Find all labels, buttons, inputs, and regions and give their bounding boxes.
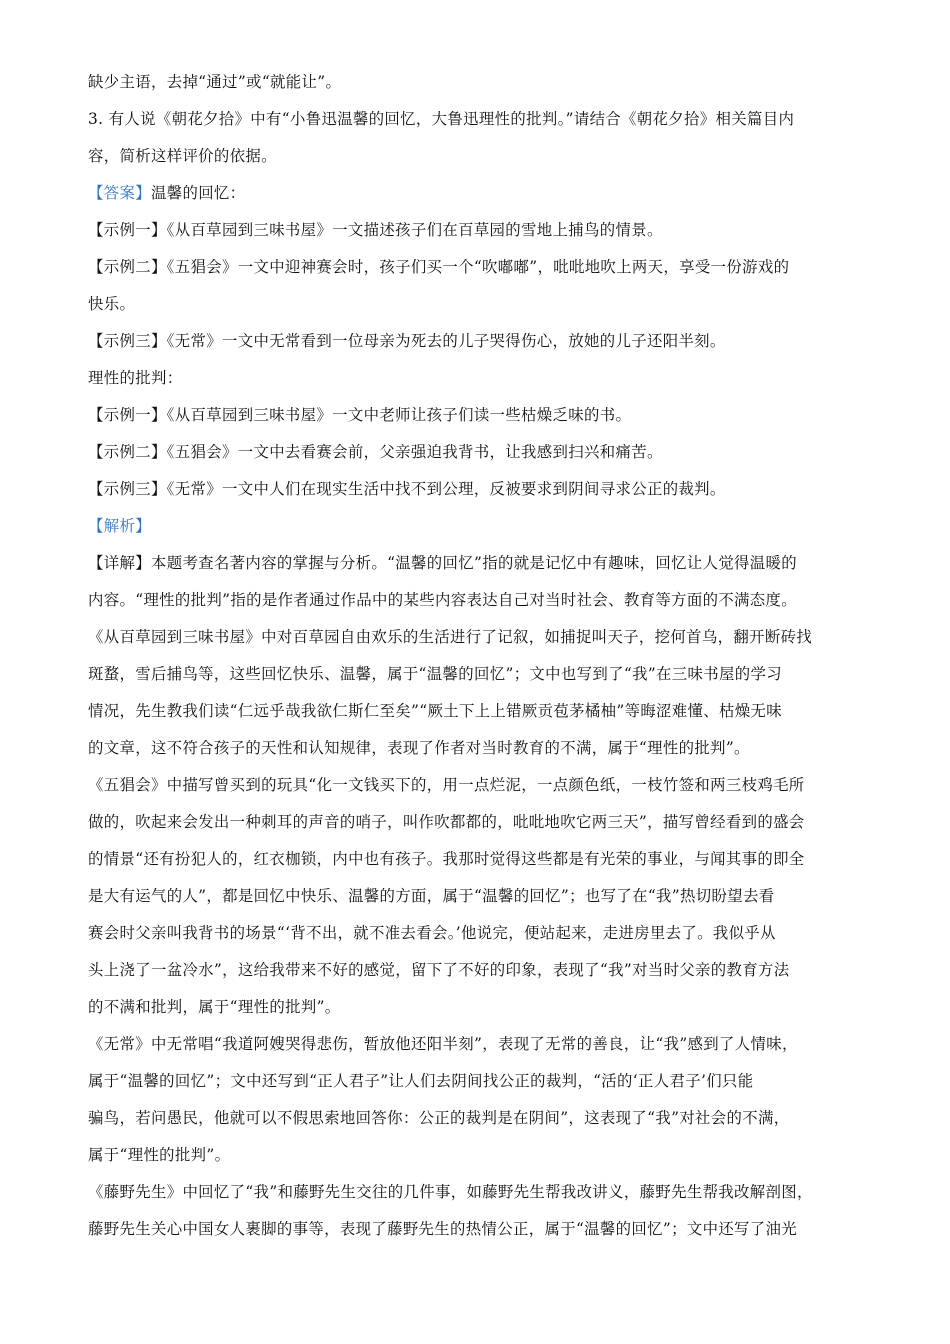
text-line: 【示例一】《从百草园到三味书屋》一文中老师让孩子们读一些枯燥乏味的书。 xyxy=(88,406,632,424)
text-line: 是大有运气的人”，都是回忆中快乐、温馨的方面，属于“温馨的回忆”；也写了在“我”热切盼望去看 xyxy=(88,887,775,905)
text-line: 的不满和批判，属于“理性的批判”。 xyxy=(88,998,341,1016)
text-line: 缺少主语，去掉“通过”或“就能让”。 xyxy=(88,73,342,91)
text-line: 情况，先生教我们读“仁远乎哉我欲仁斯仁至矣”“厥土下上上错厥贡苞茅橘柚”等晦涩难懂、枯燥无味 xyxy=(88,702,782,720)
text-line: 藤野先生关心中国女人裹脚的事等，表现了藤野先生的热情公正，属于“温馨的回忆”；文中还写了油光 xyxy=(88,1220,798,1238)
question-line: 3. 有人说《朝花夕拾》中有“小鲁迅温馨的回忆，大鲁迅理性的批判。”请结合《朝花夕拾》相关篇目内 xyxy=(88,110,795,128)
text-line: 【示例一】《从百草园到三味书屋》一文描述孩子们在百草园的雪地上捕鸟的情景。 xyxy=(88,221,663,239)
text-line: 【详解】本题考查名著内容的掌握与分析。“温馨的回忆”指的就是记忆中有趣味，回忆让人觉得温暖的 xyxy=(88,554,798,572)
text-line: 《从百草园到三味书屋》中对百草园自由欢乐的生活进行了记叙，如捕捉叫天子，挖何首乌，翻开断砖找 xyxy=(88,628,813,646)
text-line: 做的，吹起来会发出一种刺耳的声音的哨子，叫作吹都都的，吡吡地吹它两三天”，描写曾经看到的盛会 xyxy=(88,813,805,831)
text-line: 内容。“理性的批判”指的是作者通过作品中的某些内容表达自己对当时社会、教育等方面的不满态度。 xyxy=(88,591,798,609)
text-line: 《无常》中无常唱“我道阿嫂哭得悲伤，暂放他还阳半刻”，表现了无常的善良，让“我”感到了人情味， xyxy=(88,1035,798,1053)
text-line: 快乐。 xyxy=(88,295,136,313)
text-line: 的文章，这不符合孩子的天性和认知规律，表现了作者对当时教育的不满，属于“理性的批判”。 xyxy=(88,739,750,757)
text-line: 赛会时父亲叫我背书的场景“‘背不出，就不准去看会。’他说完，便站起来，走进房里去了。我似乎从 xyxy=(88,924,776,942)
text-line: 骗鸟，若问愚民，他就可以不假思索地回答你：公正的裁判是在阴间”，这表现了“我”对社会的不满， xyxy=(88,1109,790,1127)
text-line: 《五猖会》中描写曾买到的玩具“化一文钱买下的，用一点烂泥，一点颜色纸，一枝竹签和两三枝鸡毛所 xyxy=(88,776,805,794)
text-line: 头上浇了一盆冷水”，这给我带来不好的感觉，留下了不好的印象，表现了“我”对当时父亲的教育方法 xyxy=(88,961,790,979)
text-line: 《藤野先生》中回忆了“我”和藤野先生交往的几件事，如藤野先生帮我改讲义，藤野先生帮我改解剖图， xyxy=(88,1183,813,1201)
text-line: 属于“温馨的回忆”；文中还写到“正人君子”让人们去阴间找公正的裁判，“活的‘正人君子’们只能 xyxy=(88,1072,754,1090)
text-line: 理性的批判： xyxy=(88,369,183,387)
text-line: 的情景“还有扮犯人的，红衣枷锁，内中也有孩子。我那时觉得这些都是有光荣的事业，与闻其事的即全 xyxy=(88,850,805,868)
text-line: 【示例二】《五猖会》一文中去看赛会前，父亲强迫我背书，让我感到扫兴和痛苦。 xyxy=(88,443,663,461)
text-line: 斑蝥，雪后捕鸟等，这些回忆快乐、温馨，属于“温馨的回忆”；文中也写到了“我”在三味书屋的学习 xyxy=(88,665,782,683)
text-line: 属于“理性的批判”。 xyxy=(88,1146,231,1164)
text-line: 【示例二】《五猖会》一文中迎神赛会时，孩子们买一个“吹嘟嘟”，吡吡地吹上两天，享受一份游戏的 xyxy=(88,258,790,276)
analysis-label: 【解析】 xyxy=(88,517,151,535)
question-line: 容，简析这样评价的依据。 xyxy=(88,147,277,165)
text-line: 【示例三】《无常》一文中人们在现实生活中找不到公理，反被要求到阴间寻求公正的裁判。 xyxy=(88,480,726,498)
text-line: 【示例三】《无常》一文中无常看到一位母亲为死去的儿子哭得伤心，放她的儿子还阳半刻。 xyxy=(88,332,726,350)
answer-label: 【答案】 xyxy=(88,184,151,202)
answer-text: 温馨的回忆： xyxy=(150,184,246,202)
answer-line xyxy=(88,183,245,203)
